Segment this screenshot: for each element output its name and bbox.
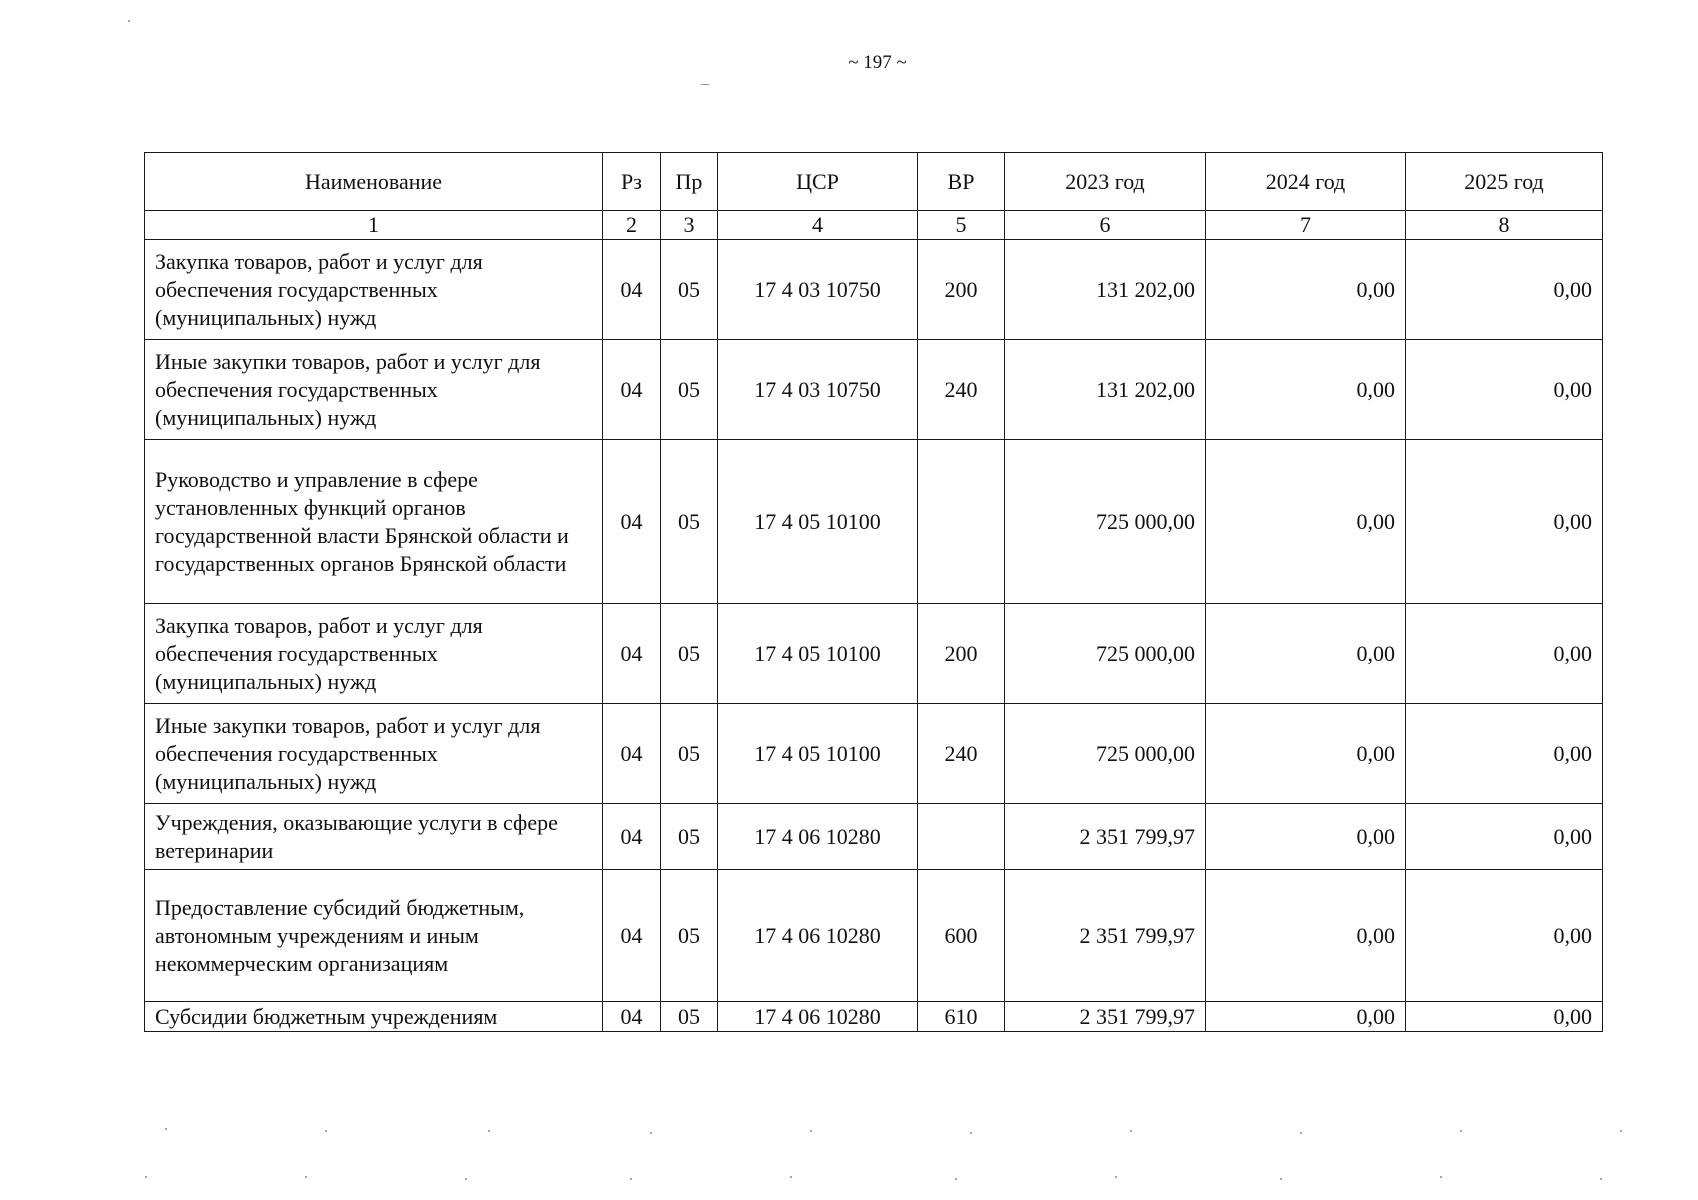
row-csr: 17 4 06 10280 <box>718 870 918 1002</box>
table-row <box>145 340 1603 440</box>
row-name: Закупка товаров, работ и услуг для обеспечения государственных (муниципальных) нужд <box>145 604 603 704</box>
row-pr: 05 <box>661 704 718 804</box>
row-2023: 131 202,00 <box>1005 340 1206 440</box>
row-name: Закупка товаров, работ и услуг для обеспечения государственных (муниципальных) нужд <box>145 240 603 340</box>
header-name: Наименование <box>145 153 603 211</box>
row-2023: 725 000,00 <box>1005 604 1206 704</box>
row-2025: 0,00 <box>1406 704 1603 804</box>
row-2024: 0,00 <box>1206 870 1406 1002</box>
row-csr: 17 4 05 10100 <box>718 704 918 804</box>
row-rz: 04 <box>603 804 661 870</box>
scan-speck <box>1600 1178 1602 1180</box>
row-pr: 05 <box>661 240 718 340</box>
row-rz: 04 <box>603 240 661 340</box>
row-2023: 725 000,00 <box>1005 704 1206 804</box>
budget-table <box>144 152 1603 1032</box>
row-2025: 0,00 <box>1406 870 1603 1002</box>
row-rz: 04 <box>603 440 661 604</box>
row-2023: 2 351 799,97 <box>1005 870 1206 1002</box>
column-number: 5 <box>918 211 1005 240</box>
row-2024: 0,00 <box>1206 340 1406 440</box>
row-name: Иные закупки товаров, работ и услуг для обеспечения государственных (муниципальных) нужд <box>145 704 603 804</box>
scan-speck <box>128 20 130 22</box>
table-row <box>145 1002 1603 1032</box>
row-vr: 600 <box>918 870 1005 1002</box>
column-number-row <box>145 211 1603 240</box>
row-csr: 17 4 03 10750 <box>718 340 918 440</box>
scan-speck <box>970 1132 972 1134</box>
row-name: Иные закупки товаров, работ и услуг для обеспечения государственных (муниципальных) нужд <box>145 340 603 440</box>
table-row <box>145 240 1603 340</box>
table-row <box>145 804 1603 870</box>
row-vr <box>918 804 1005 870</box>
scan-speck <box>325 1130 327 1132</box>
row-name: Субсидии бюджетным учреждениям <box>145 1002 603 1032</box>
scan-speck <box>145 1176 147 1178</box>
row-2024: 0,00 <box>1206 804 1406 870</box>
scan-speck <box>1300 1132 1302 1134</box>
row-2023: 725 000,00 <box>1005 440 1206 604</box>
scan-speck <box>1620 1130 1622 1132</box>
row-rz: 04 <box>603 870 661 1002</box>
row-csr: 17 4 03 10750 <box>718 240 918 340</box>
row-name: Руководство и управление в сфере установленных функций органов государственной власти Брянской области и государственных органов Брянской области <box>145 440 603 604</box>
scan-speck <box>1280 1178 1282 1180</box>
page-number: ~ 197 ~ <box>848 52 907 73</box>
row-2025: 0,00 <box>1406 1002 1603 1032</box>
header-2023: 2023 год <box>1005 153 1206 211</box>
row-2025: 0,00 <box>1406 340 1603 440</box>
scan-speck <box>488 1130 490 1132</box>
row-pr: 05 <box>661 604 718 704</box>
scan-speck <box>955 1178 957 1180</box>
scan-speck <box>165 1128 167 1130</box>
row-csr: 17 4 05 10100 <box>718 440 918 604</box>
scan-speck <box>1130 1130 1132 1132</box>
scan-speck <box>790 1176 792 1178</box>
row-csr: 17 4 06 10280 <box>718 1002 918 1032</box>
row-vr: 240 <box>918 704 1005 804</box>
row-2025: 0,00 <box>1406 604 1603 704</box>
table-row <box>145 440 1603 604</box>
column-number: 6 <box>1005 211 1206 240</box>
scan-speck <box>465 1178 467 1180</box>
header-2024: 2024 год <box>1206 153 1406 211</box>
column-number: 2 <box>603 211 661 240</box>
column-number: 8 <box>1406 211 1603 240</box>
row-2024: 0,00 <box>1206 240 1406 340</box>
row-vr: 200 <box>918 240 1005 340</box>
row-2023: 131 202,00 <box>1005 240 1206 340</box>
column-number: 3 <box>661 211 718 240</box>
row-vr: 610 <box>918 1002 1005 1032</box>
scan-speck <box>1440 1176 1442 1178</box>
header-rz: Рз <box>603 153 661 211</box>
header-row <box>145 153 1603 211</box>
row-pr: 05 <box>661 340 718 440</box>
row-2025: 0,00 <box>1406 804 1603 870</box>
row-csr: 17 4 06 10280 <box>718 804 918 870</box>
row-pr: 05 <box>661 1002 718 1032</box>
table-row <box>145 870 1603 1002</box>
row-vr: 200 <box>918 604 1005 704</box>
table-row <box>145 604 1603 704</box>
column-number: 1 <box>145 211 603 240</box>
row-2023: 2 351 799,97 <box>1005 804 1206 870</box>
scan-speck <box>1115 1176 1117 1178</box>
row-name: Предоставление субсидий бюджетным, автономным учреждениям и иным некоммерческим организациям <box>145 870 603 1002</box>
scan-speck <box>650 1132 652 1134</box>
row-pr: 05 <box>661 870 718 1002</box>
scan-speck <box>700 84 710 85</box>
row-name: Учреждения, оказывающие услуги в сфере ветеринарии <box>145 804 603 870</box>
header-2025: 2025 год <box>1406 153 1603 211</box>
row-pr: 05 <box>661 804 718 870</box>
scan-speck <box>810 1130 812 1132</box>
row-2023: 2 351 799,97 <box>1005 1002 1206 1032</box>
header-csr: ЦСР <box>718 153 918 211</box>
row-2024: 0,00 <box>1206 440 1406 604</box>
row-csr: 17 4 05 10100 <box>718 604 918 704</box>
row-2025: 0,00 <box>1406 440 1603 604</box>
table-row <box>145 704 1603 804</box>
row-2024: 0,00 <box>1206 1002 1406 1032</box>
row-rz: 04 <box>603 340 661 440</box>
column-number: 4 <box>718 211 918 240</box>
row-2024: 0,00 <box>1206 704 1406 804</box>
row-rz: 04 <box>603 1002 661 1032</box>
row-vr: 240 <box>918 340 1005 440</box>
row-rz: 04 <box>603 704 661 804</box>
column-number: 7 <box>1206 211 1406 240</box>
header-pr: Пр <box>661 153 718 211</box>
scan-speck <box>305 1176 307 1178</box>
scan-speck <box>630 1178 632 1180</box>
row-vr <box>918 440 1005 604</box>
scan-speck <box>1460 1130 1462 1132</box>
header-vr: ВР <box>918 153 1005 211</box>
row-2024: 0,00 <box>1206 604 1406 704</box>
row-rz: 04 <box>603 604 661 704</box>
row-2025: 0,00 <box>1406 240 1603 340</box>
row-pr: 05 <box>661 440 718 604</box>
